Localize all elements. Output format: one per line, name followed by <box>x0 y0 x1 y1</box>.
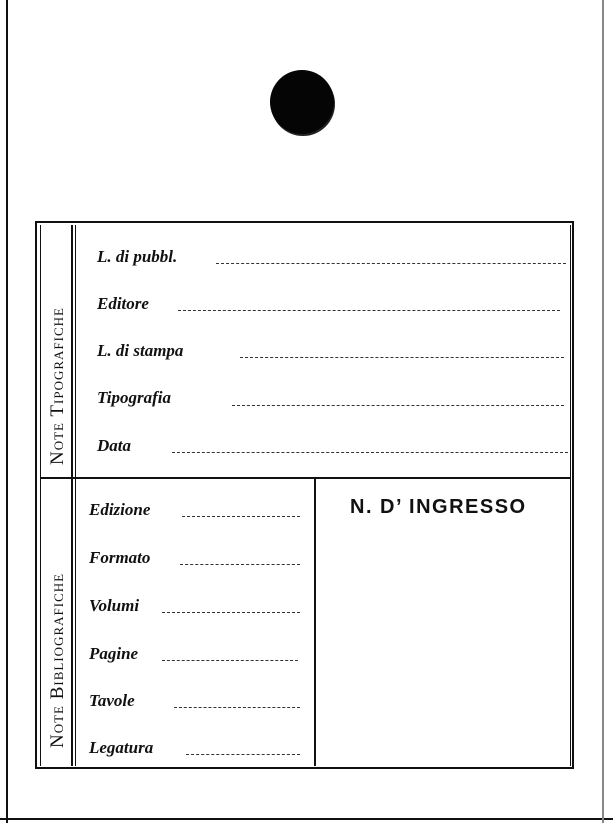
field-line-pagine[interactable] <box>162 660 298 661</box>
section-label-typographic: Note Tipografiche <box>47 307 68 465</box>
field-label-formato: Formato <box>89 548 151 567</box>
ingresso-number-area[interactable] <box>318 530 568 762</box>
field-line-tavole[interactable] <box>174 707 300 708</box>
field-line-tipografia[interactable] <box>232 405 564 406</box>
field-label-tipografia: Tipografia <box>97 388 171 407</box>
field-line-edizione[interactable] <box>182 516 300 517</box>
field-line-data[interactable] <box>172 452 568 453</box>
section-divider <box>40 477 571 479</box>
card-edge-right <box>602 0 604 823</box>
field-label-tavole: Tavole <box>89 691 135 710</box>
card-edge-left <box>6 0 8 823</box>
field-label-luogo-stampa: L. di stampa <box>97 341 184 360</box>
section-label-divider <box>71 225 73 766</box>
field-line-legatura[interactable] <box>186 754 300 755</box>
field-label-volumi: Volumi <box>89 596 140 615</box>
field-line-editore[interactable] <box>178 310 560 311</box>
field-line-luogo-pubblicazione[interactable] <box>216 263 566 264</box>
field-label-luogo-pubblicazione: L. di pubbl. <box>97 247 178 266</box>
field-line-luogo-stampa[interactable] <box>240 357 564 358</box>
ingresso-divider <box>314 479 316 766</box>
section-label-bibliographic: Note Bibliografiche <box>47 572 68 748</box>
card-edge-bottom <box>0 818 613 820</box>
punch-hole <box>270 70 334 134</box>
field-label-pagine: Pagine <box>89 644 139 663</box>
field-label-legatura: Legatura <box>89 738 154 757</box>
ingresso-number-label: N. D’ INGRESSO <box>350 496 527 518</box>
field-label-edizione: Edizione <box>89 500 151 519</box>
field-label-data: Data <box>97 436 131 455</box>
field-line-volumi[interactable] <box>162 612 300 613</box>
section-label-divider-inner <box>75 225 76 766</box>
field-line-formato[interactable] <box>180 564 300 565</box>
field-label-editore: Editore <box>97 294 149 313</box>
